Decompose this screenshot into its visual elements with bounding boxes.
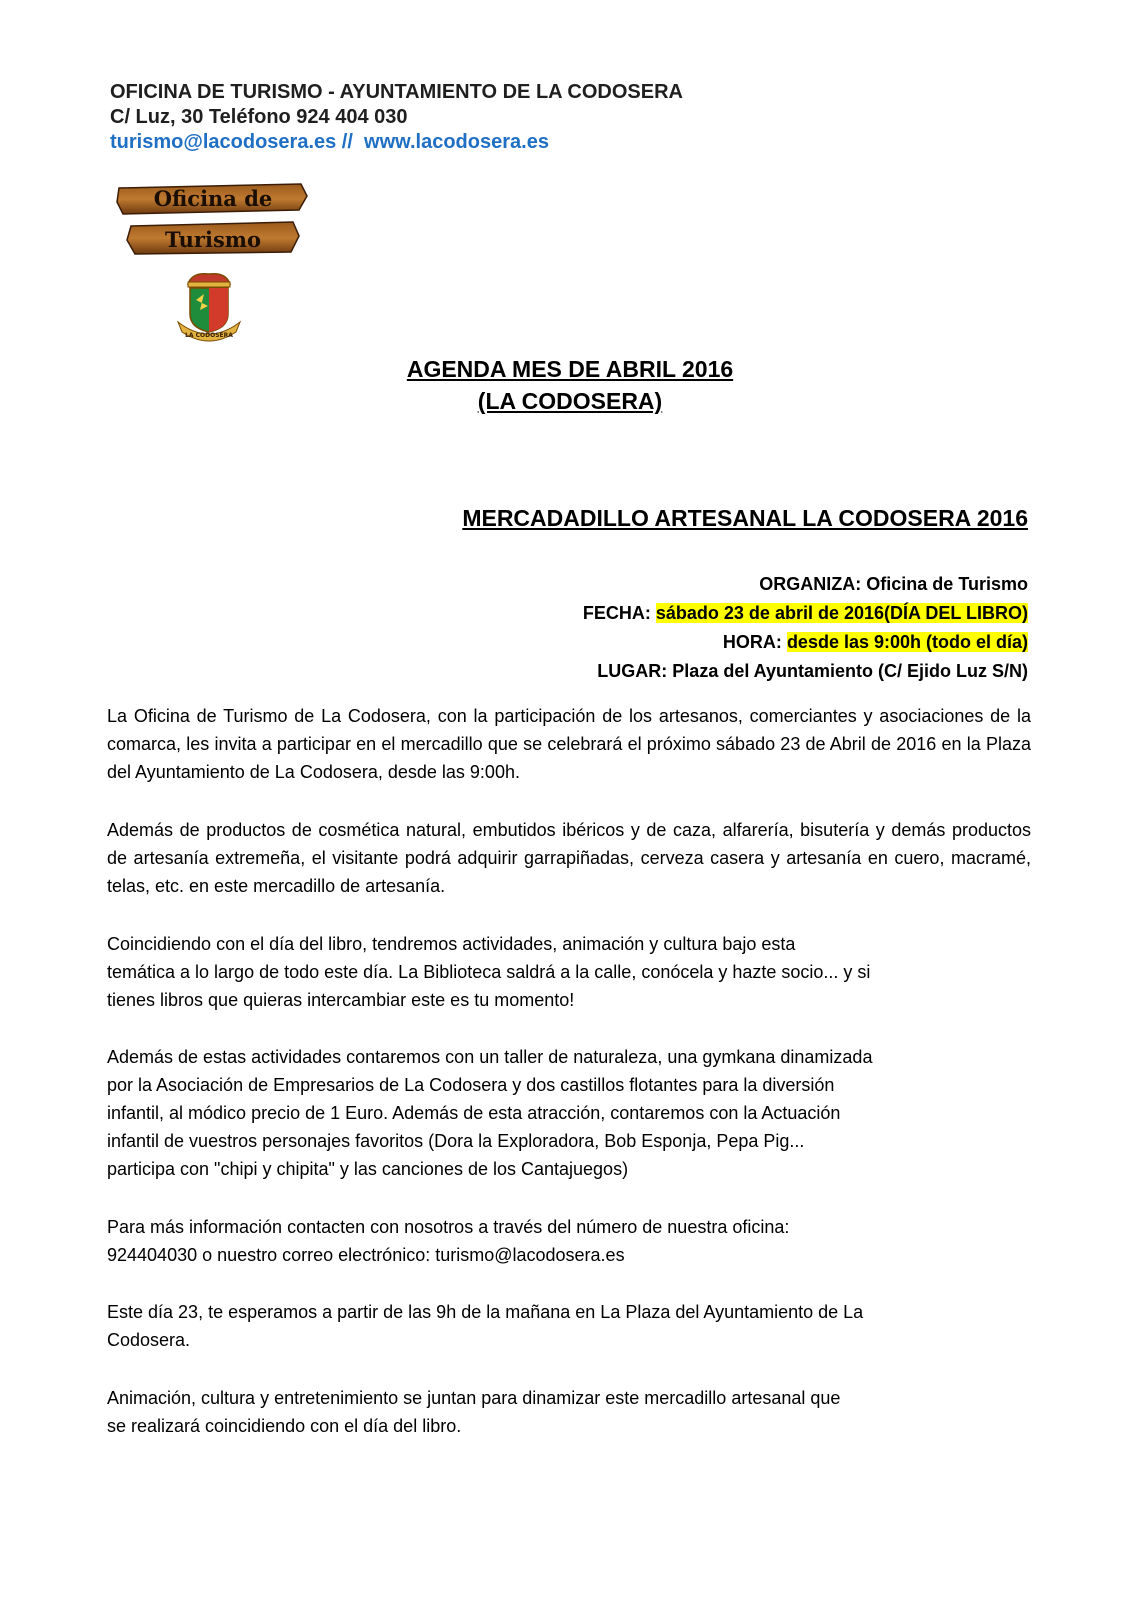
office-address: C/ Luz, 30 Teléfono 924 404 030 <box>110 106 408 128</box>
agenda-title-line2: (LA CODOSERA) <box>477 388 663 414</box>
paragraph-line: Para más información contacten con nosotros a través del número de nuestra oficina: <box>107 1217 790 1237</box>
paragraph-book-day <box>107 930 1031 1014</box>
paragraph-line: 924404030 o nuestro correo electrónico: turismo@lacodosera.es <box>107 1245 625 1265</box>
office-name: OFICINA DE TURISMO - AYUNTAMIENTO DE LA CODOSERA <box>110 81 683 103</box>
coat-text: LA CODOSERA <box>185 332 233 339</box>
contact-line <box>110 130 683 155</box>
paragraph-line: tienes libros que quieras intercambiar este es tu momento! <box>107 990 575 1010</box>
organiza-value: Oficina de Turismo <box>866 574 1028 594</box>
lugar-label: LUGAR: <box>597 661 668 681</box>
hora-row <box>583 628 1028 657</box>
paragraph-line: infantil, al módico precio de 1 Euro. Además de esta atracción, contaremos con la Actuación <box>107 1103 841 1123</box>
sign-text-1: Oficina de <box>153 186 273 211</box>
paragraph-line: temática a lo largo de todo este día. La Biblioteca saldrá a la calle, conócela y hazte socio... y si <box>107 962 871 982</box>
paragraph-line: Codosera. <box>107 1330 191 1350</box>
paragraph-line: participa con "chipi y chipita" y las canciones de los Cantajuegos) <box>107 1159 629 1179</box>
paragraph-activities <box>107 1043 1031 1183</box>
paragraph-closing <box>107 1384 1031 1440</box>
paragraph-invitation <box>107 1298 1031 1354</box>
paragraph-products: Además de productos de cosmética natural, embutidos ibéricos y de caza, alfarería, bisutería y demás productos de artesanía extremeña, el visitante podrá adquirir garrapiñadas, cerveza casera y artesanía en cuero, macramé, telas, etc. en este mercadillo de artesanía. <box>107 820 1031 896</box>
paragraph-intro: La Oficina de Turismo de La Codosera, con la participación de los artesanos, comerciantes y asociaciones de la comarca, les invita a participar en el mercadillo que se celebrará el próximo sábado 23 de Abril de 2016 en la Plaza del Ayuntamiento de La Codosera, desde las 9:00h. <box>107 706 1031 782</box>
hora-label: HORA: <box>722 632 782 652</box>
agenda-title <box>320 353 820 417</box>
agenda-title-line1: AGENDA MES DE ABRIL 2016 <box>406 356 734 382</box>
lugar-value: Plaza del Ayuntamiento (C/ Ejido Luz S/N) <box>672 661 1028 681</box>
fecha-row <box>583 599 1028 628</box>
hora-value: desde las 9:00h (todo el día) <box>786 632 1028 652</box>
fecha-value: sábado 23 de abril de 2016(DÍA DEL LIBRO) <box>655 603 1028 623</box>
fecha-label: FECHA: <box>582 603 651 623</box>
sign-text-2: Turismo <box>164 227 262 252</box>
paragraph-line: Coincidiendo con el día del libro, tendremos actividades, animación y cultura bajo esta <box>107 934 796 954</box>
paragraph-line: por la Asociación de Empresarios de La Codosera y dos castillos flotantes para la diversión <box>107 1075 835 1095</box>
organiza-label: ORGANIZA: <box>759 574 862 594</box>
coat-of-arms-icon <box>174 270 244 344</box>
paragraph-line: Animación, cultura y entretenimiento se juntan para dinamizar este mercadillo artesanal que <box>107 1388 841 1408</box>
event-details <box>583 570 1028 686</box>
letterhead <box>110 80 683 155</box>
paragraph-line: se realizará coincidiendo con el día del libro. <box>107 1416 462 1436</box>
paragraph-line: Este día 23, te esperamos a partir de las 9h de la mañana en La Plaza del Ayuntamiento de La <box>107 1302 864 1322</box>
paragraph-contact <box>107 1213 1031 1269</box>
organiza-row <box>583 570 1028 599</box>
event-title: MERCADADILLO ARTESANAL LA CODOSERA 2016 <box>462 505 1028 531</box>
email-link[interactable]: turismo@lacodosera.es <box>110 131 337 153</box>
website-link[interactable]: www.lacodosera.es <box>364 131 549 153</box>
contact-separator: // <box>336 131 365 153</box>
paragraph-line: Además de estas actividades contaremos con un taller de naturaleza, una gymkana dinamizada <box>107 1047 873 1067</box>
lugar-row <box>583 657 1028 686</box>
tourism-office-sign-logo <box>115 182 311 266</box>
paragraph-line: infantil de vuestros personajes favoritos (Dora la Exploradora, Bob Esponja, Pepa Pig... <box>107 1131 805 1151</box>
